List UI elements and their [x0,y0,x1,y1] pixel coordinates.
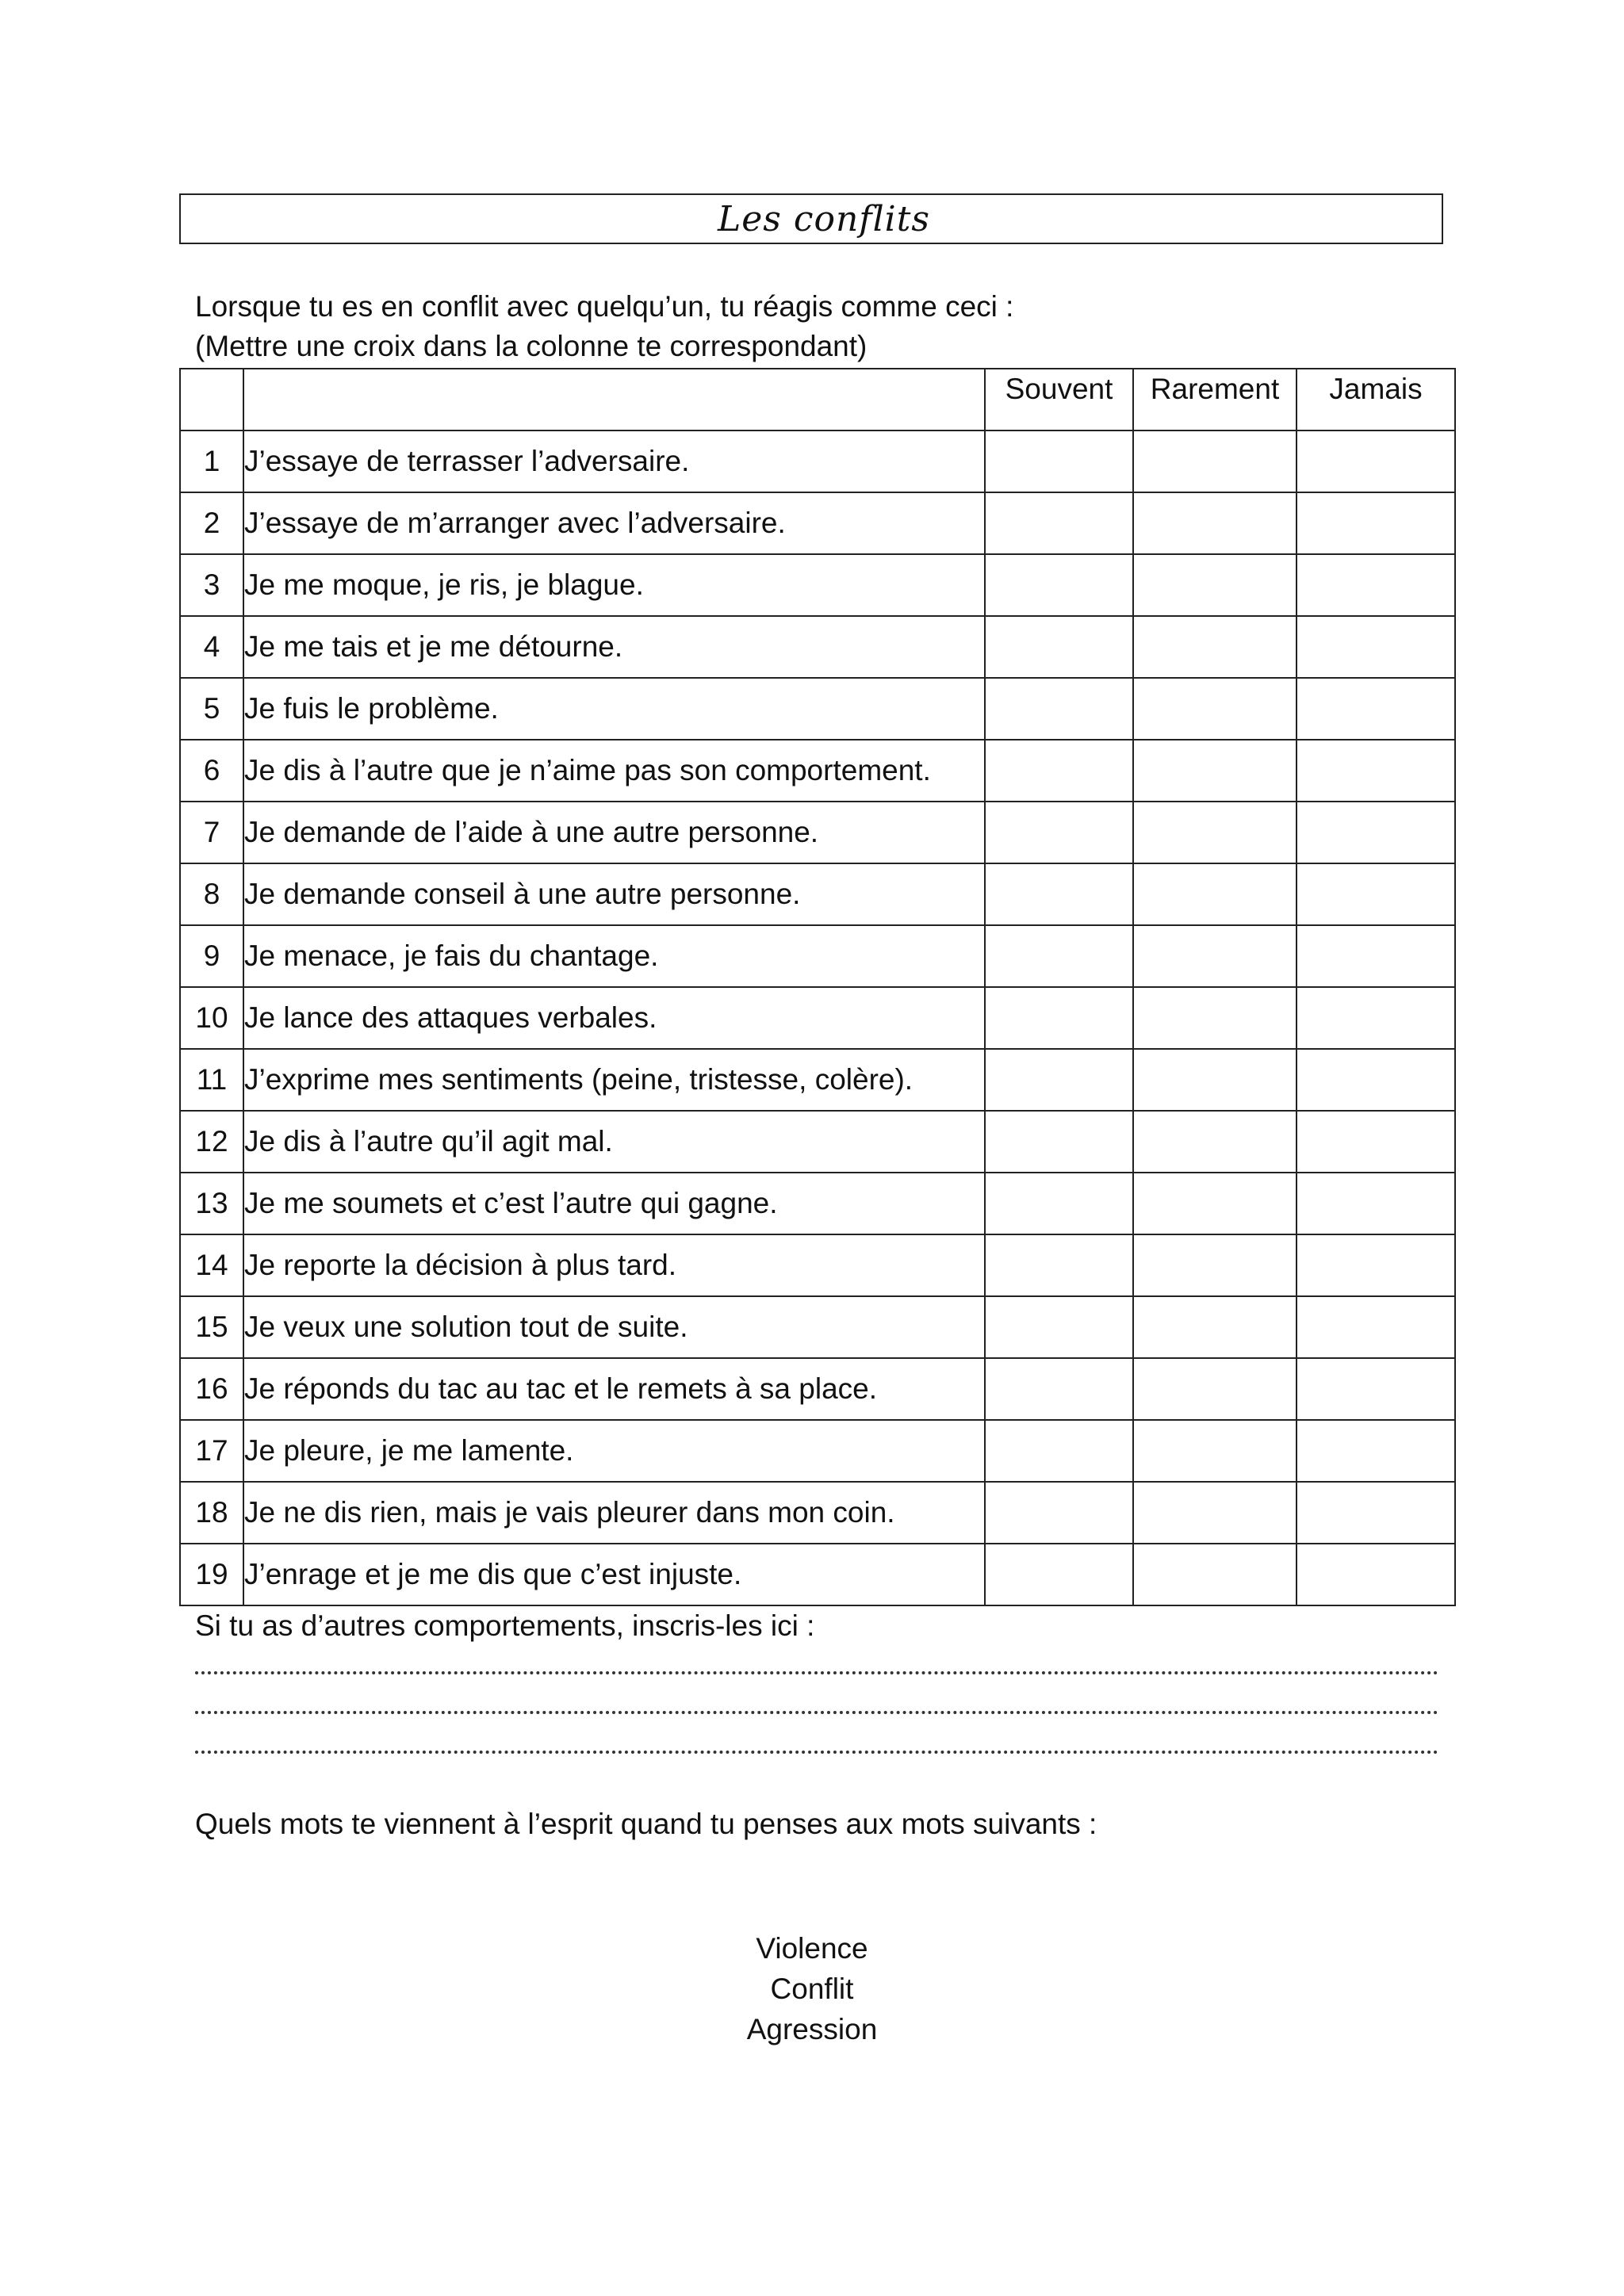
row-statement: Je veux une solution tout de suite. [243,1296,985,1358]
row-number: 8 [180,863,243,925]
row-number: 7 [180,802,243,863]
checkbox-cell-souvent[interactable] [985,1296,1133,1358]
checkbox-cell-rarement[interactable] [1133,987,1297,1049]
header-statement [243,369,985,430]
row-number: 11 [180,1049,243,1111]
table-row [180,925,1455,987]
checkbox-cell-jamais[interactable] [1297,863,1455,925]
row-statement: J’essaye de m’arranger avec l’adversaire. [243,492,985,554]
other-behaviors-prompt: Si tu as d’autres comportements, inscris-les ici : [195,1609,815,1642]
checkbox-cell-jamais[interactable] [1297,430,1455,492]
word-agression: Agression [746,2013,878,2045]
checkbox-cell-souvent[interactable] [985,678,1133,740]
row-statement: Je me tais et je me détourne. [243,616,985,678]
checkbox-cell-souvent[interactable] [985,1358,1133,1420]
title-box [179,193,1443,244]
checkbox-cell-souvent[interactable] [985,1482,1133,1544]
row-statement: Je réponds du tac au tac et le remets à sa place. [243,1358,985,1420]
checkbox-cell-souvent[interactable] [985,1420,1133,1482]
table-header-row [180,369,1455,430]
row-statement: Je dis à l’autre que je n’aime pas son comportement. [243,740,985,802]
word-conflit: Conflit [770,1973,854,2005]
table-row [180,492,1455,554]
checkbox-cell-jamais[interactable] [1297,740,1455,802]
row-number: 3 [180,554,243,616]
checkbox-cell-rarement[interactable] [1133,492,1297,554]
header-rarement: Rarement [1133,369,1297,430]
table-row [180,1173,1455,1234]
checkbox-cell-jamais[interactable] [1297,1173,1455,1234]
checkbox-cell-rarement[interactable] [1133,1420,1297,1482]
checkbox-cell-rarement[interactable] [1133,925,1297,987]
checkbox-cell-souvent[interactable] [985,1544,1133,1605]
checkbox-cell-rarement[interactable] [1133,863,1297,925]
checkbox-cell-souvent[interactable] [985,925,1133,987]
table-row [180,1111,1455,1173]
row-number: 12 [180,1111,243,1173]
table-row [180,1544,1455,1605]
checkbox-cell-souvent[interactable] [985,554,1133,616]
row-number: 6 [180,740,243,802]
checkbox-cell-souvent[interactable] [985,430,1133,492]
behavior-table [179,368,1456,1606]
checkbox-cell-rarement[interactable] [1133,1111,1297,1173]
row-statement: Je lance des attaques verbales. [243,987,985,1049]
answer-line-2[interactable] [195,1708,1438,1714]
row-number: 2 [180,492,243,554]
checkbox-cell-souvent[interactable] [985,1111,1133,1173]
checkbox-cell-jamais[interactable] [1297,1482,1455,1544]
row-statement: Je me soumets et c’est l’autre qui gagne. [243,1173,985,1234]
row-statement: J’enrage et je me dis que c’est injuste. [243,1544,985,1605]
answer-line-1[interactable] [195,1668,1438,1674]
row-statement: Je demande conseil à une autre personne. [243,863,985,925]
checkbox-cell-jamais[interactable] [1297,616,1455,678]
row-statement: Je demande de l’aide à une autre personne. [243,802,985,863]
checkbox-cell-jamais[interactable] [1297,1234,1455,1296]
table-row [180,987,1455,1049]
row-number: 19 [180,1544,243,1605]
table-row [180,802,1455,863]
checkbox-cell-jamais[interactable] [1297,987,1455,1049]
header-souvent: Souvent [985,369,1133,430]
row-number: 9 [180,925,243,987]
table-row [180,1049,1455,1111]
checkbox-cell-souvent[interactable] [985,616,1133,678]
checkbox-cell-rarement[interactable] [1133,1482,1297,1544]
row-statement: Je me moque, je ris, je blague. [243,554,985,616]
word-violence: Violence [756,1932,868,1965]
row-statement: J’essaye de terrasser l’adversaire. [243,430,985,492]
checkbox-cell-jamais[interactable] [1297,1544,1455,1605]
checkbox-cell-jamais[interactable] [1297,554,1455,616]
checkbox-cell-rarement[interactable] [1133,1049,1297,1111]
table-row [180,1234,1455,1296]
table-body [180,430,1455,1605]
row-statement: Je menace, je fais du chantage. [243,925,985,987]
row-number: 14 [180,1234,243,1296]
row-statement: Je reporte la décision à plus tard. [243,1234,985,1296]
checkbox-cell-rarement[interactable] [1133,430,1297,492]
row-statement: Je ne dis rien, mais je vais pleurer dans mon coin. [243,1482,985,1544]
table-row [180,1420,1455,1482]
header-number [180,369,243,430]
checkbox-cell-jamais[interactable] [1297,1049,1455,1111]
table-row [180,863,1455,925]
checkbox-cell-rarement[interactable] [1133,1544,1297,1605]
table-row [180,740,1455,802]
page-title: Les conflits [718,198,930,239]
checkbox-cell-jamais[interactable] [1297,1296,1455,1358]
table-row [180,678,1455,740]
intro-line-2: (Mettre une croix dans la colonne te correspondant) [195,330,868,362]
checkbox-cell-rarement[interactable] [1133,1173,1297,1234]
checkbox-cell-souvent[interactable] [985,1049,1133,1111]
checkbox-cell-rarement[interactable] [1133,554,1297,616]
row-number: 16 [180,1358,243,1420]
row-number: 4 [180,616,243,678]
checkbox-cell-souvent[interactable] [985,802,1133,863]
checkbox-cell-jamais[interactable] [1297,802,1455,863]
checkbox-cell-souvent[interactable] [985,492,1133,554]
checkbox-cell-rarement[interactable] [1133,1296,1297,1358]
row-number: 18 [180,1482,243,1544]
checkbox-cell-jamais[interactable] [1297,492,1455,554]
row-number: 1 [180,430,243,492]
checkbox-cell-rarement[interactable] [1133,802,1297,863]
answer-line-3[interactable] [195,1747,1438,1754]
checkbox-cell-souvent[interactable] [985,740,1133,802]
table-row [180,554,1455,616]
checkbox-cell-jamais[interactable] [1297,925,1455,987]
checkbox-cell-souvent[interactable] [985,987,1133,1049]
row-number: 15 [180,1296,243,1358]
intro-line-1: Lorsque tu es en conflit avec quelqu’un, tu réagis comme ceci : [195,290,1014,323]
table-row [180,1296,1455,1358]
checkbox-cell-jamais[interactable] [1297,1420,1455,1482]
row-number: 13 [180,1173,243,1234]
checkbox-cell-jamais[interactable] [1297,1358,1455,1420]
table-row [180,1358,1455,1420]
checkbox-cell-souvent[interactable] [985,1173,1133,1234]
row-statement: Je pleure, je me lamente. [243,1420,985,1482]
checkbox-cell-jamais[interactable] [1297,1111,1455,1173]
row-statement: J’exprime mes sentiments (peine, tristesse, colère). [243,1049,985,1111]
checkbox-cell-rarement[interactable] [1133,740,1297,802]
table-row [180,1482,1455,1544]
row-number: 17 [180,1420,243,1482]
header-jamais: Jamais [1297,369,1455,430]
intro [195,287,1013,366]
row-statement: Je dis à l’autre qu’il agit mal. [243,1111,985,1173]
checkbox-cell-souvent[interactable] [985,863,1133,925]
checkbox-cell-souvent[interactable] [985,1234,1133,1296]
table-row [180,430,1455,492]
row-number: 10 [180,987,243,1049]
row-statement: Je fuis le problème. [243,678,985,740]
words-question: Quels mots te viennent à l’esprit quand tu penses aux mots suivants : [195,1808,1097,1840]
checkbox-cell-rarement[interactable] [1133,1358,1297,1420]
word-list [0,1928,1624,2049]
checkbox-cell-rarement[interactable] [1133,1234,1297,1296]
checkbox-cell-rarement[interactable] [1133,678,1297,740]
checkbox-cell-jamais[interactable] [1297,678,1455,740]
table-row [180,616,1455,678]
checkbox-cell-rarement[interactable] [1133,616,1297,678]
row-number: 5 [180,678,243,740]
